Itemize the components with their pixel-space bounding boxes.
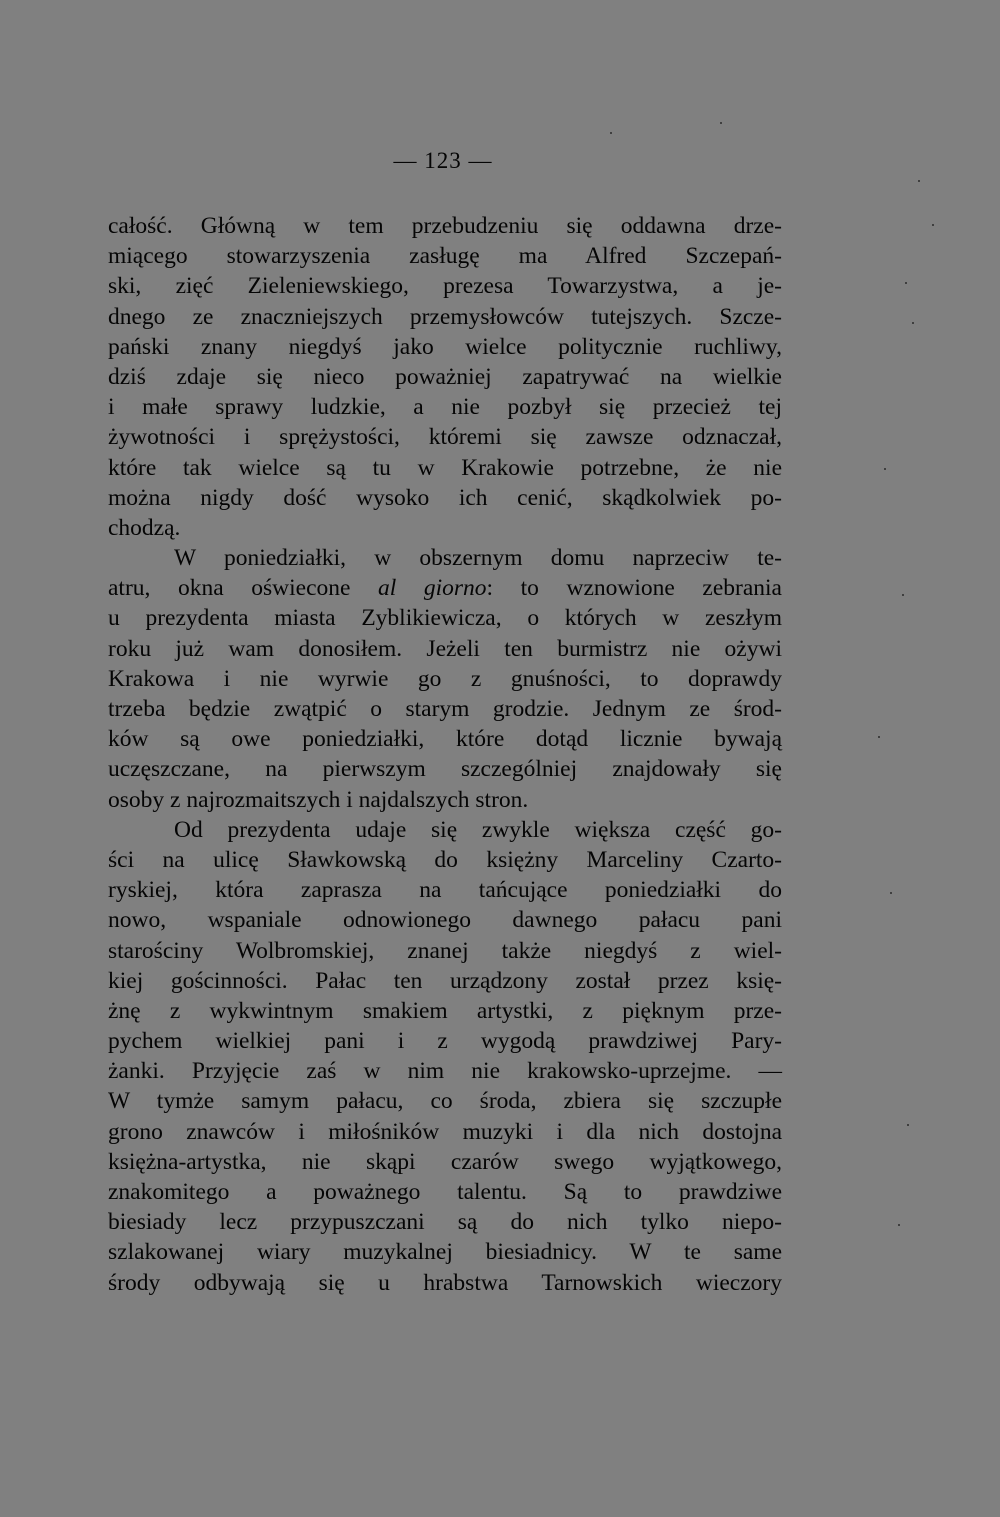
text-line: trzeba będzie zwątpić o starym grodzie. Jednym ze środ- <box>108 696 782 722</box>
text-line: Od prezydenta udaje się zwykle większa część go- <box>174 816 782 843</box>
body-text <box>108 211 782 1298</box>
text-line: szlakowanej wiary muzykalnej biesiadnicy. W te same <box>108 1239 782 1266</box>
text-line: księżna-artystka, nie skąpi czarów swego wyjątkowego, <box>108 1148 782 1175</box>
text-line: ków są owe poniedziałki, które dotąd licznie bywają <box>108 726 782 753</box>
text-line: pychem wielkiej pani i z wygodą prawdziwej Pary- <box>108 1028 782 1055</box>
text-line: W tymże samym pałacu, co środa, zbiera się szczupłe <box>108 1088 782 1115</box>
text-line: grono znawców i miłośników muzyki i dla nich dostojna <box>108 1118 782 1145</box>
text-line: można nigdy dość wysoko ich cenić, skądkolwiek po- <box>108 484 782 511</box>
text-line: uczęszczane, na pierwszym szczególniej znajdowały się <box>108 756 782 783</box>
page-number: — 123 — <box>393 148 493 173</box>
text-line: żnę z wykwintnym smakiem artystki, z pięknym prze- <box>108 997 782 1024</box>
text-line: całość. Główną w tem przebudzeniu się oddawna drze- <box>108 213 782 239</box>
text-line: żywotności i sprężystości, któremi się zawsze odznaczał, <box>108 424 782 451</box>
text-line: dziś zdaje się nieco poważniej zapatrywać na wielkie <box>108 363 782 390</box>
text-line: nowo, wspaniale odnowionego dawnego pałacu pani <box>108 907 782 934</box>
text-line: Krakowa i nie wyrwie go z gnuśności, to doprawdy <box>108 665 782 692</box>
text-line: chodzą. <box>108 514 181 541</box>
text-line: ski, zięć Zieleniewskiego, prezesa Towarzystwa, a je- <box>108 273 782 300</box>
text-line: u prezydenta miasta Zyblikiewicza, o których w zeszłym <box>108 605 782 632</box>
text-line: starościny Wolbromskiej, znanej także niegdyś z wiel- <box>108 937 782 964</box>
text-line: miącego stowarzyszenia zasługę ma Alfred Szczepań- <box>108 243 782 270</box>
text-line: osoby z najrozmaitszych i najdalszych stron. <box>108 786 529 813</box>
text-line: i małe sprawy ludzkie, a nie pozbył się przecież tej <box>108 394 782 421</box>
text-line: ryskiej, która zaprasza na tańcujące poniedziałki do <box>108 877 782 904</box>
text-line: W poniedziałki, w obszernym domu naprzeciw te- <box>174 545 782 572</box>
text-line: które tak wielce są tu w Krakowie potrzebne, że nie <box>108 454 782 481</box>
text-line: pański znany niegdyś jako wielce politycznie ruchliwy, <box>108 333 782 360</box>
text-line: atru, okna oświecone al giorno: to wznowione zebrania <box>108 575 782 602</box>
text-line: biesiady lecz przypuszczani są do nich tylko niepo- <box>108 1209 782 1236</box>
italic-phrase: al giorno <box>378 575 487 602</box>
text-line: środy odbywają się u hrabstwa Tarnowskich wieczory <box>108 1269 782 1296</box>
text-line: dnego ze znaczniejszych przemysłowców tutejszych. Szcze- <box>108 303 782 330</box>
text-line: kiej gościnności. Pałac ten urządzony został przez księ- <box>108 967 782 994</box>
text-line: roku już wam donosiłem. Jeżeli ten burmistrz nie ożywi <box>108 635 782 662</box>
text-line: znakomitego a poważnego talentu. Są to prawdziwe <box>108 1179 782 1205</box>
text-line: ści na ulicę Sławkowską do księżny Marceliny Czarto- <box>108 846 782 873</box>
text-line: żanki. Przyjęcie zaś w nim nie krakowsko-uprzejme. — <box>108 1058 782 1085</box>
